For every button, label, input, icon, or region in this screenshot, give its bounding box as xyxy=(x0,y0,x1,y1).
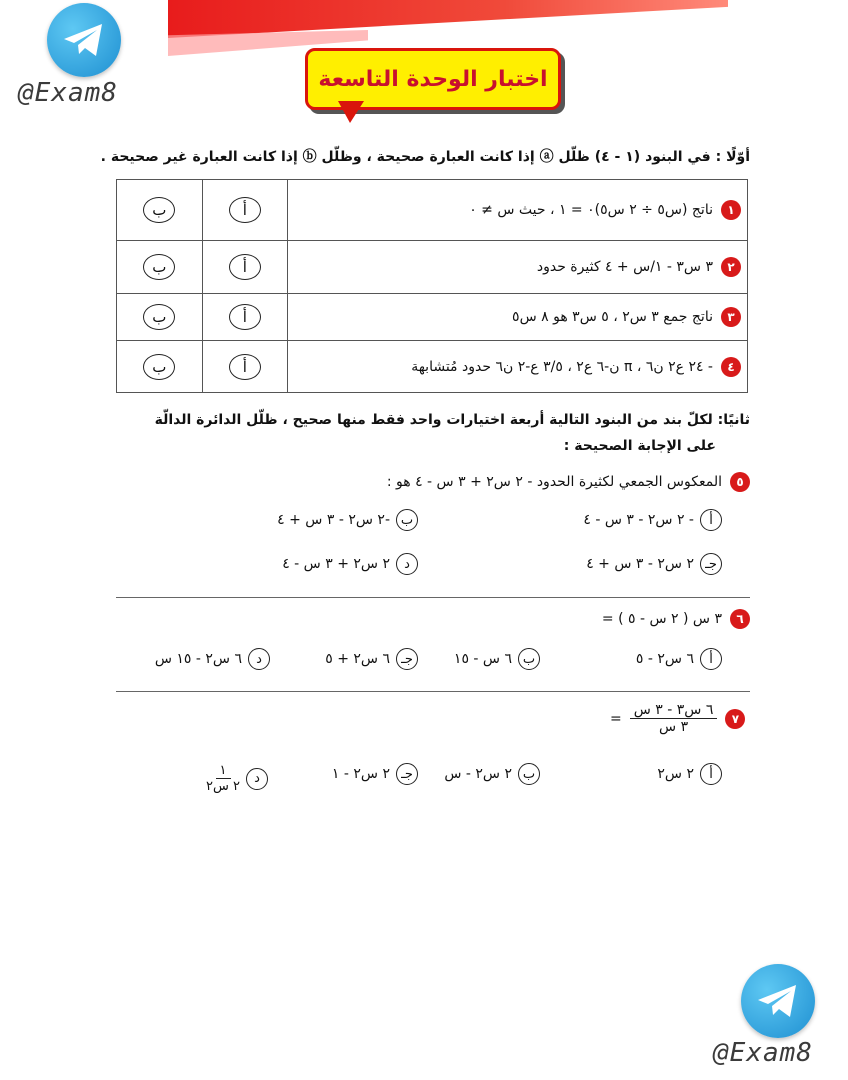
statement-cell xyxy=(288,341,748,393)
table-row xyxy=(117,294,748,341)
option-c-circle[interactable]: جـ xyxy=(396,763,418,785)
q6-option-b[interactable] xyxy=(454,648,540,670)
choice-a-circle[interactable]: أ xyxy=(229,197,261,223)
header-red-banner xyxy=(168,0,728,38)
choice-b-circle[interactable]: ب xyxy=(143,254,175,280)
choice-a-circle[interactable]: أ xyxy=(229,304,261,330)
part2-instruction-line2: على الإجابة الصحيحة : xyxy=(563,438,716,454)
page-title: اختبار الوحدة التاسعة xyxy=(305,48,561,110)
option-c-circle[interactable]: جـ xyxy=(700,553,722,575)
choice-b-circle[interactable]: ب xyxy=(143,354,175,380)
choice-b-circle[interactable]: ب xyxy=(143,197,175,223)
table-row xyxy=(117,341,748,393)
part1-instruction: أوّلًا : في البنود (١ - ٤) ظلّل ⓐ إذا كانت العبارة صحيحة ، وظلّل ⓑ إذا كانت العبارة غير صحيحة . xyxy=(100,149,750,165)
option-b-circle[interactable]: ب xyxy=(518,648,540,670)
fraction-denominator: ٣ س xyxy=(659,719,689,735)
table-row xyxy=(117,241,748,294)
option-text: ٢ س٢ - ١ xyxy=(331,766,390,782)
equals-sign: = xyxy=(610,710,622,727)
question-text: المعكوس الجمعي لكثيرة الحدود - ٢ س٢ + ٣ س - ٤ هو : xyxy=(386,474,722,490)
q5-option-a[interactable] xyxy=(583,509,722,531)
watermark-handle-bottom: @Exam8 xyxy=(713,1038,813,1068)
item-number: ٥ xyxy=(730,472,750,492)
title-bubble-tail xyxy=(338,101,364,123)
telegram-icon xyxy=(47,3,121,77)
option-text: ٢ س٢ - س xyxy=(444,766,512,782)
divider xyxy=(116,691,750,692)
option-text: ٦ س٢ - ١٥ س xyxy=(154,651,242,667)
option-text: ٦ س٢ - ٥ xyxy=(635,651,694,667)
choice-a-circle[interactable]: أ xyxy=(229,254,261,280)
q7-option-c[interactable] xyxy=(332,763,418,785)
choice-a-cell[interactable] xyxy=(202,341,288,393)
choice-b-cell[interactable] xyxy=(117,180,203,241)
option-a-circle[interactable]: أ xyxy=(700,648,722,670)
choice-b-cell[interactable] xyxy=(117,241,203,294)
fraction-denominator: ٢ س٢ xyxy=(206,779,240,794)
statement-cell xyxy=(288,180,748,241)
fraction-numerator: ١ xyxy=(216,763,231,779)
q5-option-d[interactable] xyxy=(282,553,418,575)
option-c-circle[interactable]: جـ xyxy=(396,648,418,670)
q5-option-c[interactable] xyxy=(586,553,722,575)
item-number: ٧ xyxy=(725,709,745,729)
watermark-handle-top: @Exam8 xyxy=(18,78,118,108)
option-text: ٢ س٢ xyxy=(657,766,694,782)
option-b-circle[interactable]: ب xyxy=(396,509,418,531)
option-b-circle[interactable]: ب xyxy=(518,763,540,785)
telegram-icon xyxy=(741,964,815,1038)
statement-cell xyxy=(288,241,748,294)
option-text: ٢ س٢ - ٣ س + ٤ xyxy=(586,556,694,572)
item-number: ١ xyxy=(721,200,741,220)
choice-b-cell[interactable] xyxy=(117,341,203,393)
choice-a-circle[interactable]: أ xyxy=(229,354,261,380)
fraction xyxy=(206,763,240,794)
option-text: ٦ س٢ + ٥ xyxy=(325,651,390,667)
q5-option-b[interactable] xyxy=(277,509,418,531)
fraction-numerator: ٦ س٣ - ٣ س xyxy=(630,702,718,719)
q6-option-a[interactable] xyxy=(636,648,722,670)
statement-cell xyxy=(288,294,748,341)
true-false-table xyxy=(116,179,748,393)
statement-text: ناتج (س٥ ÷ ٢ س٥)٠ = ١ ، حيث س ≠ ٠ xyxy=(469,202,713,218)
statement-text: - ٢٤ ع٢ ن٦ ، π ن-٦ ع٢ ، ٣/٥ ع-٢ ن٦ حدود مُتشابهة xyxy=(411,358,713,375)
q6-option-d[interactable] xyxy=(155,648,270,670)
divider xyxy=(116,597,750,598)
q6-option-c[interactable] xyxy=(325,648,418,670)
option-d-circle[interactable]: د xyxy=(246,768,268,790)
option-text: ٢ س٢ + ٣ س - ٤ xyxy=(282,556,390,572)
item-number: ٤ xyxy=(721,357,741,377)
q7-option-d[interactable] xyxy=(206,763,268,794)
q7-option-a[interactable] xyxy=(657,763,722,785)
choice-a-cell[interactable] xyxy=(202,241,288,294)
choice-b-circle[interactable]: ب xyxy=(143,304,175,330)
option-d-circle[interactable]: د xyxy=(396,553,418,575)
statement-text: ٣ س٣ - ١/س + ٤ كثيرة حدود xyxy=(536,259,713,275)
question-6 xyxy=(110,609,750,629)
part2-instruction: ثانيًا: لكلّ بند من البنود التالية أربعة اختيارات واحد فقط منها صحيح ، ظلّل الدائرة الدالّة xyxy=(154,412,750,428)
statement-text: ناتج جمع ٣ س٢ ، ٥ س٣ هو ٨ س٥ xyxy=(512,309,713,325)
question-7 xyxy=(610,702,745,735)
table-row xyxy=(117,180,748,241)
q7-option-b[interactable] xyxy=(444,763,540,785)
fraction xyxy=(630,702,718,735)
option-text: ٦ س - ١٥ xyxy=(453,651,512,667)
choice-b-cell[interactable] xyxy=(117,294,203,341)
question-text: ٣ س ( ٢ س - ٥ ) = xyxy=(601,611,722,627)
choice-a-cell[interactable] xyxy=(202,294,288,341)
item-number: ٦ xyxy=(730,609,750,629)
option-text: - ٢ س٢ - ٣ س - ٤ xyxy=(583,512,694,528)
choice-a-cell[interactable] xyxy=(202,180,288,241)
option-text: -٢ س٢ - ٣ س + ٤ xyxy=(277,512,390,528)
option-d-circle[interactable]: د xyxy=(248,648,270,670)
option-a-circle[interactable]: أ xyxy=(700,763,722,785)
item-number: ٢ xyxy=(721,257,741,277)
option-a-circle[interactable]: أ xyxy=(700,509,722,531)
item-number: ٣ xyxy=(721,307,741,327)
question-5 xyxy=(110,472,750,492)
